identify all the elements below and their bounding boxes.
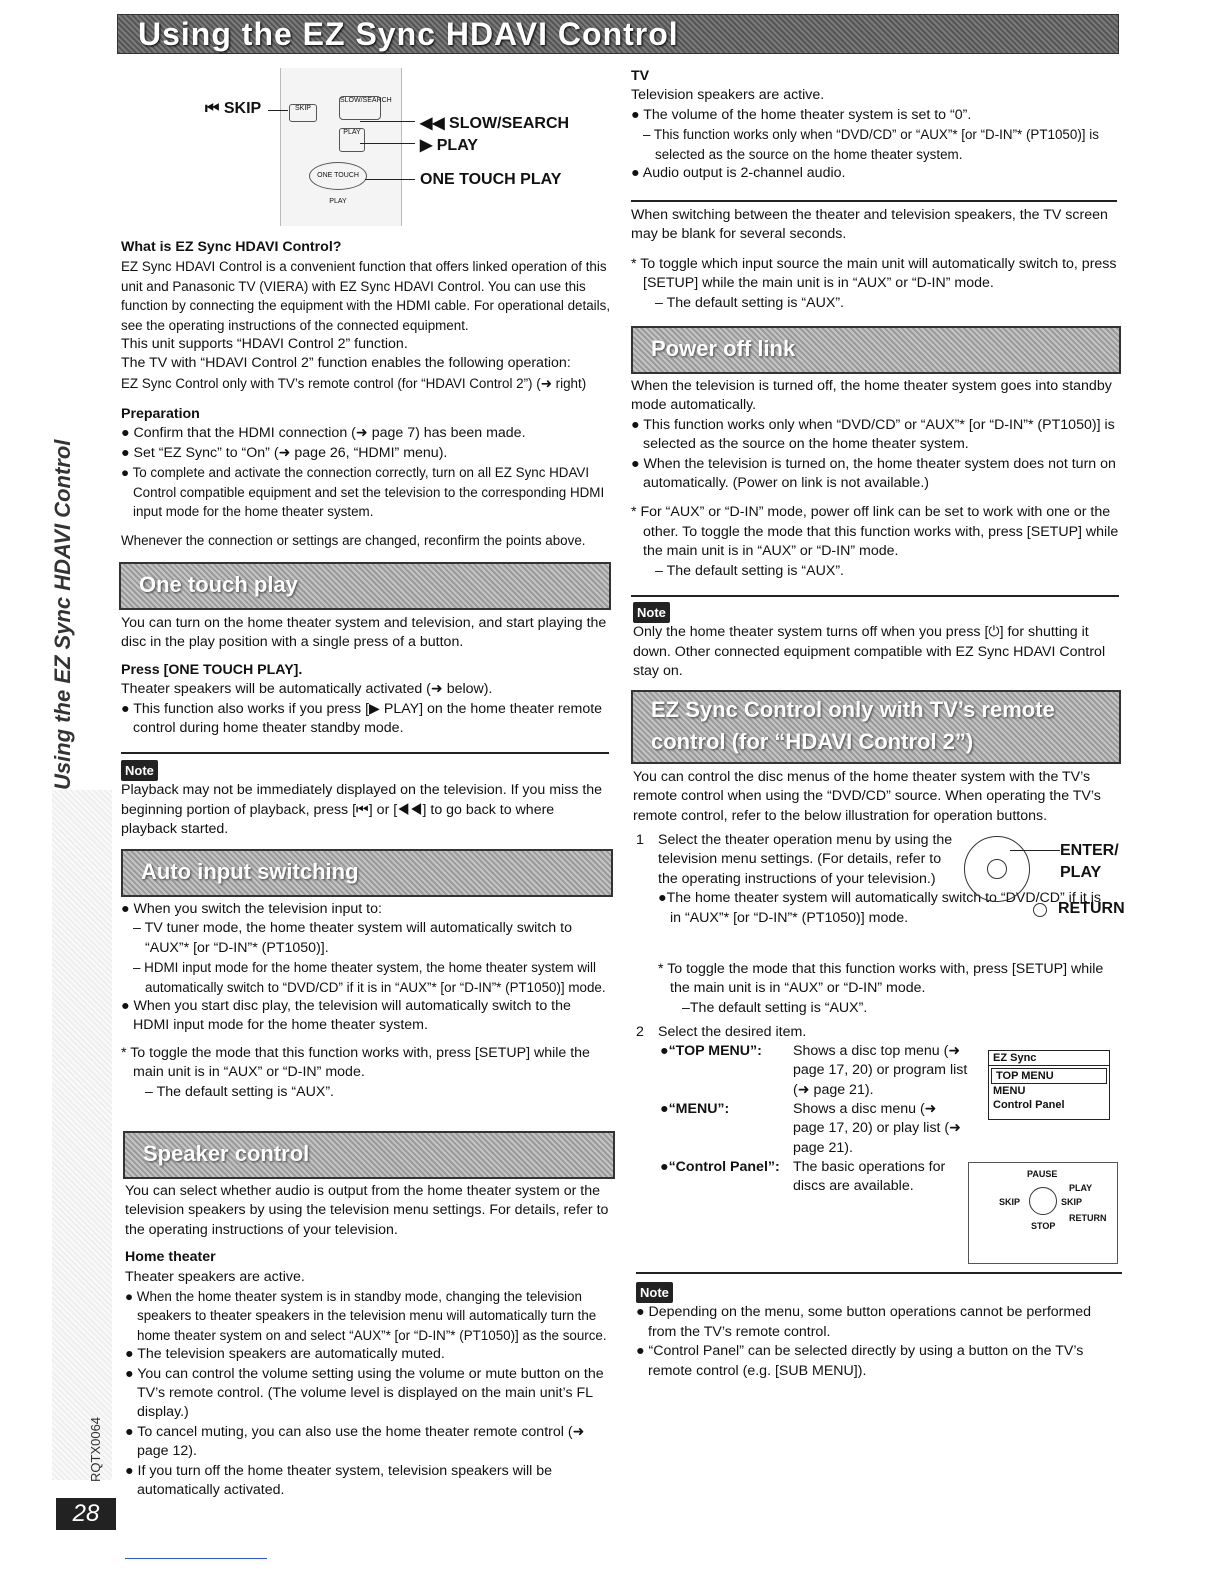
power-off-fn2: – The default setting is “AUX”. <box>655 562 844 579</box>
prep-b2: ● Set “EZ Sync” to “On” (➜ page 26, “HDMI” menu). <box>121 444 448 461</box>
one-touch-header <box>119 562 611 610</box>
ez-note <box>636 1282 1120 1381</box>
auto-fn1: * To toggle the mode that this function works with, press [SETUP] while the main unit is in “AUX” or “D-IN” mode. <box>121 1044 590 1081</box>
ez-note-1: ● Depending on the menu, some button operations cannot be performed from the TV’s remote control. <box>636 1304 1091 1340</box>
item-cp-val: The basic operations for discs are available. <box>793 1159 946 1195</box>
speaker-header <box>123 1131 615 1179</box>
rule-note-2 <box>631 595 1119 597</box>
speaker-b2: ● The television speakers are automatically muted. <box>125 1346 445 1363</box>
menu-item-control-panel: Control Panel <box>993 1099 1065 1111</box>
control-panel-diagram <box>968 1162 1118 1264</box>
ez-step2: Select the desired item. <box>658 1024 807 1040</box>
prep-reminder: Whenever the connection or settings are changed, reconfirm the points above. <box>121 533 586 549</box>
auto-b2: ● When you start disc play, the television will automatically switch to the HDMI input mode for the home theater system. <box>121 998 571 1034</box>
intro-p4: EZ Sync Control only with TV’s remote control (for “HDAVI Control 2”) (➜ right) <box>121 375 587 391</box>
auto-fn2: – The default setting is “AUX”. <box>145 1083 334 1100</box>
tv-section <box>631 67 1119 183</box>
note-badge: Note <box>121 760 158 781</box>
power-off-title: Power off link <box>651 336 796 361</box>
menu-item-top-menu: TOP MENU <box>991 1068 1107 1084</box>
leader-slow <box>360 121 415 122</box>
side-shade <box>52 790 112 1480</box>
power-off-header <box>631 326 1121 374</box>
power-off-section <box>631 377 1119 581</box>
one-touch-section <box>121 614 611 738</box>
item-cp-key: ●“Control Panel”: <box>660 1159 780 1175</box>
leader-enter <box>1010 850 1060 851</box>
side-title: Using the EZ Sync HDAVI Control <box>50 439 75 790</box>
one-touch-p1: You can turn on the home theater system and television, and start playing the disc in the play position with a single press of a button. <box>121 615 607 651</box>
auto-input-title: Auto input switching <box>141 859 359 884</box>
leader-play <box>360 143 415 144</box>
cp-skip-right: SKIP <box>1061 1197 1083 1207</box>
note-badge: Note <box>636 1282 673 1303</box>
intro-p3: The TV with “HDAVI Control 2” function enables the following operation: <box>121 355 571 372</box>
ez-remote-intro <box>633 768 1119 826</box>
tv-fn2: – The default setting is “AUX”. <box>655 294 844 311</box>
btn-one-touch-play: ONE TOUCH PLAY <box>309 162 367 190</box>
prep-b3: ● To complete and activate the connection correctly, turn on all EZ Sync HDAVI Control compatible equipment and set the television to the corresponding HDMI input mode for the home theater system. <box>121 465 605 520</box>
one-touch-press: Press [ONE TOUCH PLAY]. <box>121 661 303 678</box>
prep-heading: Preparation <box>121 406 200 422</box>
ez-remote-header <box>631 690 1121 764</box>
ht-heading: Home theater <box>125 1249 216 1266</box>
speaker-title: Speaker control <box>143 1141 310 1166</box>
power-off-note <box>633 602 1119 682</box>
auto-input-header <box>121 849 613 897</box>
power-off-p1: When the television is turned off, the home theater system goes into standby mode automatically. <box>631 378 1112 414</box>
auto-d2: – HDMI input mode for the home theater system, the home theater system will automatically switch to “DVD/CD” if it is in “AUX”* [or “D-IN”* (PT1050)] mode. <box>133 960 606 995</box>
tv-heading: TV <box>631 68 650 84</box>
ez-fn1: * To toggle the mode that this function works with, press [SETUP] while the main unit is in “AUX” or “D-IN” mode. <box>658 961 1104 997</box>
cp-pause: PAUSE <box>1027 1169 1058 1179</box>
menu-item-menu: MENU <box>993 1085 1026 1097</box>
leader-skip <box>268 110 288 111</box>
speaker-section <box>125 1182 613 1501</box>
one-touch-note-text: Playback may not be immediately displayed on the television. If you miss the beginning portion of playback, press [⏮] or [◀◀] to go back to where playback started. <box>121 782 603 838</box>
speaker-b4: ● To cancel muting, you can also use the home theater remote control (➜ page 12). <box>125 1423 585 1460</box>
remote-diagram <box>280 68 402 226</box>
one-touch-p2: Theater speakers will be automatically activated (➜ below). <box>121 681 493 698</box>
ez-step1-text: Select the theater operation menu by using the television menu settings. (For details, refer to the operating instructions of your television.) <box>658 832 953 887</box>
label-one-touch-play: ONE TOUCH PLAY <box>420 171 562 188</box>
enter-button-icon <box>987 859 1007 879</box>
cp-skip-left: SKIP <box>999 1197 1021 1207</box>
label-enter-play: ENTER/ PLAY <box>1060 842 1119 881</box>
speaker-b3: ● You can control the volume setting using the volume or mute button on the TV’s remote control. (The volume level is displayed on the main unit’s FL display.) <box>125 1365 604 1421</box>
tv-b1: ● The volume of the home theater system is set to “0”. <box>631 106 972 123</box>
ez-sync-menu-header: EZ Sync <box>989 1051 1109 1066</box>
leader-otp <box>365 179 415 180</box>
label-return: RETURN <box>1058 900 1125 917</box>
speaker-b5: ● If you turn off the home theater system, television speakers will be automatically activated. <box>125 1462 553 1499</box>
page-number: 28 <box>56 1498 116 1530</box>
one-touch-title: One touch play <box>139 572 298 597</box>
btn-play: PLAY <box>339 128 365 152</box>
power-off-b1: ● This function works only when “DVD/CD” or “AUX”* [or “D-IN”* (PT1050)] is selected as the source on the home theater system. <box>631 416 1115 453</box>
ez-remote-p1: You can control the disc menus of the home theater system with the TV’s remote control when using the “DVD/CD” source. When operating the TV’s remote control, refer to the below illustration for operation buttons. <box>633 769 1101 824</box>
power-off-fn1: * For “AUX” or “D-IN” mode, power off link can be set to work with one or the other. To toggle the mode that this function works with, press [SETUP] while the main unit is in “AUX” or “D-IN” mode. <box>631 504 1119 560</box>
rule-note-3 <box>636 1272 1122 1274</box>
item-menu-key: ●“MENU”: <box>660 1101 730 1117</box>
one-touch-b1: ● This function also works if you press [▶ PLAY] on the home theater remote control during home theater standby mode. <box>121 700 603 737</box>
tv-notes <box>631 206 1119 313</box>
ez-note-2: ● “Control Panel” can be selected directly by using a button on the TV’s remote control (e.g. [SUB MENU]). <box>636 1343 1084 1379</box>
footer-line <box>125 1558 267 1559</box>
cp-play: PLAY <box>1069 1183 1093 1193</box>
tv-p: Television speakers are active. <box>631 87 825 104</box>
auto-b1: ● When you switch the television input to: <box>121 901 382 917</box>
auto-input-section <box>121 900 611 1102</box>
return-button-icon <box>1033 903 1047 917</box>
ez-step1-bullet: ●The home theater system will automatically switch to “DVD/CD” if it is in “AUX”* [or “D-IN”* (PT1050)] mode. <box>658 890 1101 926</box>
speaker-p1: You can select whether audio is output from the home theater system or the television speakers by using the television menu settings. For details, refer to the operating instructions of your television. <box>125 1183 609 1238</box>
ez-fn <box>658 960 1118 1018</box>
label-slow-search: ◀◀ SLOW/SEARCH <box>420 115 570 132</box>
intro-p2: This unit supports “HDAVI Control 2” function. <box>121 336 408 353</box>
label-skip: ⏮ SKIP <box>205 100 262 117</box>
intro-section <box>121 238 611 393</box>
rule-tv <box>631 200 1117 202</box>
auto-d1: – TV tuner mode, the home theater system will automatically switch to “AUX”* [or “D-IN”* (PT1050)]. <box>133 920 572 956</box>
label-play: ▶ PLAY <box>420 137 478 154</box>
ez-remote-title-1: EZ Sync Control only with TV’s remote <box>651 697 1055 722</box>
tv-fn1: * To toggle which input source the main unit will automatically switch to, press [SETUP] while the main unit is in “AUX” or “D-IN” mode. <box>631 255 1117 292</box>
note-badge: Note <box>633 602 670 623</box>
cp-dial-icon <box>1029 1187 1057 1215</box>
ez-step1-num: 1 <box>636 832 644 848</box>
prep-b1: ● Confirm that the HDMI connection (➜ page 7) has been made. <box>121 425 526 442</box>
tv-b2: ● Audio output is 2-channel audio. <box>631 165 846 182</box>
ez-remote-title-2: control (for “HDAVI Control 2”) <box>651 729 974 754</box>
speaker-b1: ● When the home theater system is in standby mode, changing the television speakers to theater speakers in the television menu will automatically turn the home theater system on and select “AUX”* [or “D-IN”* (PT1050)] as the source. <box>125 1289 607 1343</box>
intro-heading: What is EZ Sync HDAVI Control? <box>121 239 342 255</box>
ht-p: Theater speakers are active. <box>125 1268 305 1285</box>
page-title-banner <box>117 14 1119 54</box>
item-top-menu-key: ●“TOP MENU”: <box>660 1043 762 1059</box>
cp-stop: STOP <box>1031 1221 1056 1231</box>
ez-sync-menu <box>988 1050 1110 1120</box>
intro-p1: EZ Sync HDAVI Control is a convenient function that offers linked operation of this unit and Panasonic TV (VIERA) with EZ Sync HDAVI Control. You can use this function by connecting the equipment with the HDMI cable. For operational details, see the operating instructions of the connected equipment. <box>121 259 611 333</box>
ez-fn2: –The default setting is “AUX”. <box>682 999 868 1016</box>
enter-play-diagram <box>964 836 1030 902</box>
one-touch-note <box>121 760 611 840</box>
item-menu-val: Shows a disc menu (➜ page 17, 20) or play list (➜ page 21). <box>793 1101 962 1156</box>
page-title: Using the EZ Sync HDAVI Control <box>138 16 679 52</box>
ez-step2-num: 2 <box>636 1024 644 1040</box>
tv-switch-note: When switching between the theater and television speakers, the TV screen may be blank for several seconds. <box>631 207 1108 243</box>
tv-d1: – This function works only when “DVD/CD” or “AUX”* [or “D-IN”* (PT1050)] is selected as the source on the home theater system. <box>643 127 1099 162</box>
btn-skip: SKIP <box>289 104 317 122</box>
cp-return: RETURN <box>1069 1213 1107 1223</box>
item-top-menu-val: Shows a disc top menu (➜ page 17, 20) or program list (➜ page 21). <box>793 1043 968 1098</box>
doc-code: RQTX0064 <box>88 1416 103 1482</box>
power-off-note-text: Only the home theater system turns off when you press [⏻] for shutting it down. Other connected equipment compatible with EZ Sync HDAVI Control stay on. <box>633 624 1106 680</box>
rule-note-1 <box>121 752 609 754</box>
power-off-b2: ● When the television is turned on, the home theater system does not turn on automatically. (Power on link is not available.) <box>631 455 1116 492</box>
btn-slow-search: SLOW/SEARCH <box>339 96 381 120</box>
preparation-section <box>121 405 611 551</box>
